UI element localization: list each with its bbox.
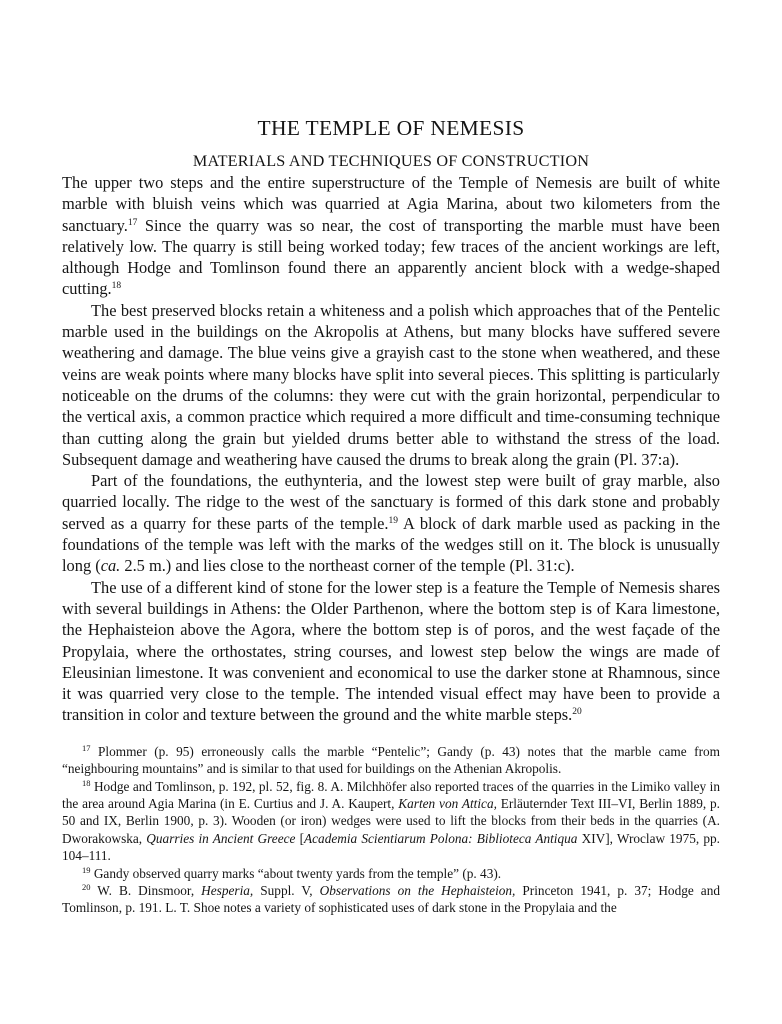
body-paragraph [62, 300, 720, 470]
text-run: A block of dark marble used as packing in the foundations of the temple was left with the marks of the wedges still on it. The block is unusually long ( [62, 513, 721, 576]
footnote-ref: 18 [111, 281, 122, 292]
footnote-ref: 20 [572, 707, 582, 718]
text-run: The upper two steps and the entire superstructure of the Temple of Nemesis are built of white marble with bluish veins which was quarried at Agia Marina, about two kilometers from the sanctuary. [62, 173, 720, 235]
text-run: Hodge and Tomlinson, p. 192, pl. 52, fig. 8. A. Milchhöfer also reported traces of the quarries in the Limiko valley in the area around Agia Marina (in E. Curtius and J. A. Kaupert, [62, 778, 720, 811]
footnotes [62, 743, 720, 917]
italic-text: Observations on the Hephaisteion, [319, 882, 516, 898]
section-heading: MATERIALS AND TECHNIQUES OF CONSTRUCTION [192, 152, 590, 170]
footnote [62, 778, 720, 865]
footnote-ref: 17 [82, 742, 91, 753]
text-run: The best preserved blocks retain a whiteness and a polish which approaches that of the Pentelic marble used in the buildings on the Akropolis at Athens, but many blocks have suffered severe weathering and damage. The blue veins give a grayish cast to the stone when weathered, and these veins are weak points where many blocks have split into several pieces. This splitting is particularly noticeable on the drums of the columns: they were cut with the grain horizontal, perpendicular to the vertical axis, a common practice which required a more difficult and time-consuming technique than cutting along the grain but yielded drums better able to withstand the stress of the load. Subsequent damage and weathering have caused the drums to break along the grain (Pl. 37:a). [62, 300, 720, 469]
footnote [62, 743, 720, 778]
italic-text: Hesperia, [201, 882, 254, 898]
footnote-ref: 19 [388, 515, 399, 526]
text-run: Part of the foundations, the euthynteria, and the lowest step were built of gray marble, also quarried locally. The ridge to the west of the sanctuary is formed of this dark stone and probably served as a quarry for these parts of the temple. [62, 471, 720, 533]
body-paragraph [62, 577, 720, 726]
body-paragraph [62, 470, 720, 576]
footnote [62, 882, 720, 917]
footnote-ref: 19 [82, 864, 91, 875]
italic-text: Academia Scientiarum Polona: Biblioteca Antiqua [304, 830, 578, 846]
text-run: Gandy observed quarry marks “about twenty yards from the temple” (p. 43). [90, 865, 502, 881]
footnote-ref: 18 [82, 777, 91, 788]
body-paragraph [62, 172, 720, 300]
italic-text: Quarries in Ancient Greece [146, 830, 296, 846]
text-run: Since the quarry was so near, the cost of transporting the marble must have been relatively low. The quarry is still being worked today; few traces of the ancient workings are left, although Hodge and Tomlinson found there an apparently ancient block with a wedge-shaped cutting. [62, 215, 720, 299]
text-run: 2.5 m.) and lies close to the northeast corner of the temple (Pl. 31:c). [120, 556, 575, 576]
italic-text: ca. [100, 556, 121, 576]
text-run: W. B. Dinsmoor, [90, 882, 202, 898]
text-run: Erläuternder Text III–VI, Berlin 1889, p. 50 and IX, Berlin 1900, p. 3). Wooden (or iron) wedges were used to lift the blocks from their beds in the quarries (A. Dworakowska, [62, 795, 720, 846]
text-run: Princeton 1941, p. 37; Hodge and Tomlinson, p. 191. L. T. Shoe notes a variety of sophisticated uses of dark stone in the Propylaia and the [62, 882, 720, 916]
text-run: Plommer (p. 95) erroneously calls the marble “Pentelic”; Gandy (p. 43) notes that the marble came from “neighbouring mountains” and is similar to that used for buildings on the Athenian Akropolis. [62, 743, 720, 777]
text-run: The use of a different kind of stone for the lower step is a feature the Temple of Nemesis shares with several buildings in Athens: the Older Parthenon, where the bottom step is of Kara limestone, the Hephaisteion above the Agora, where the bottom step is of poros, and the west façade of the Propylaia, where the orthostates, string courses, and lowest step below the wings are made of Eleusinian limestone. It was convenient and economical to use the darker stone at Rhamnous, since it was quarried very close to the temple. The intended visual effect may have been to provide a transition in color and texture between the ground and the white marble steps. [62, 577, 720, 725]
text-run: Suppl. V, [253, 882, 320, 898]
footnote-ref: 17 [127, 217, 138, 228]
italic-text: Karten von Attica, [398, 795, 497, 811]
footnote-ref: 20 [82, 881, 91, 892]
text-run: XIV], Wroclaw 1975, pp. 104–111. [62, 830, 720, 864]
page-title: THE TEMPLE OF NEMESIS [257, 116, 525, 140]
page [62, 112, 720, 917]
body-text [62, 172, 720, 726]
text-run: [ [295, 830, 305, 846]
footnote [62, 865, 720, 882]
